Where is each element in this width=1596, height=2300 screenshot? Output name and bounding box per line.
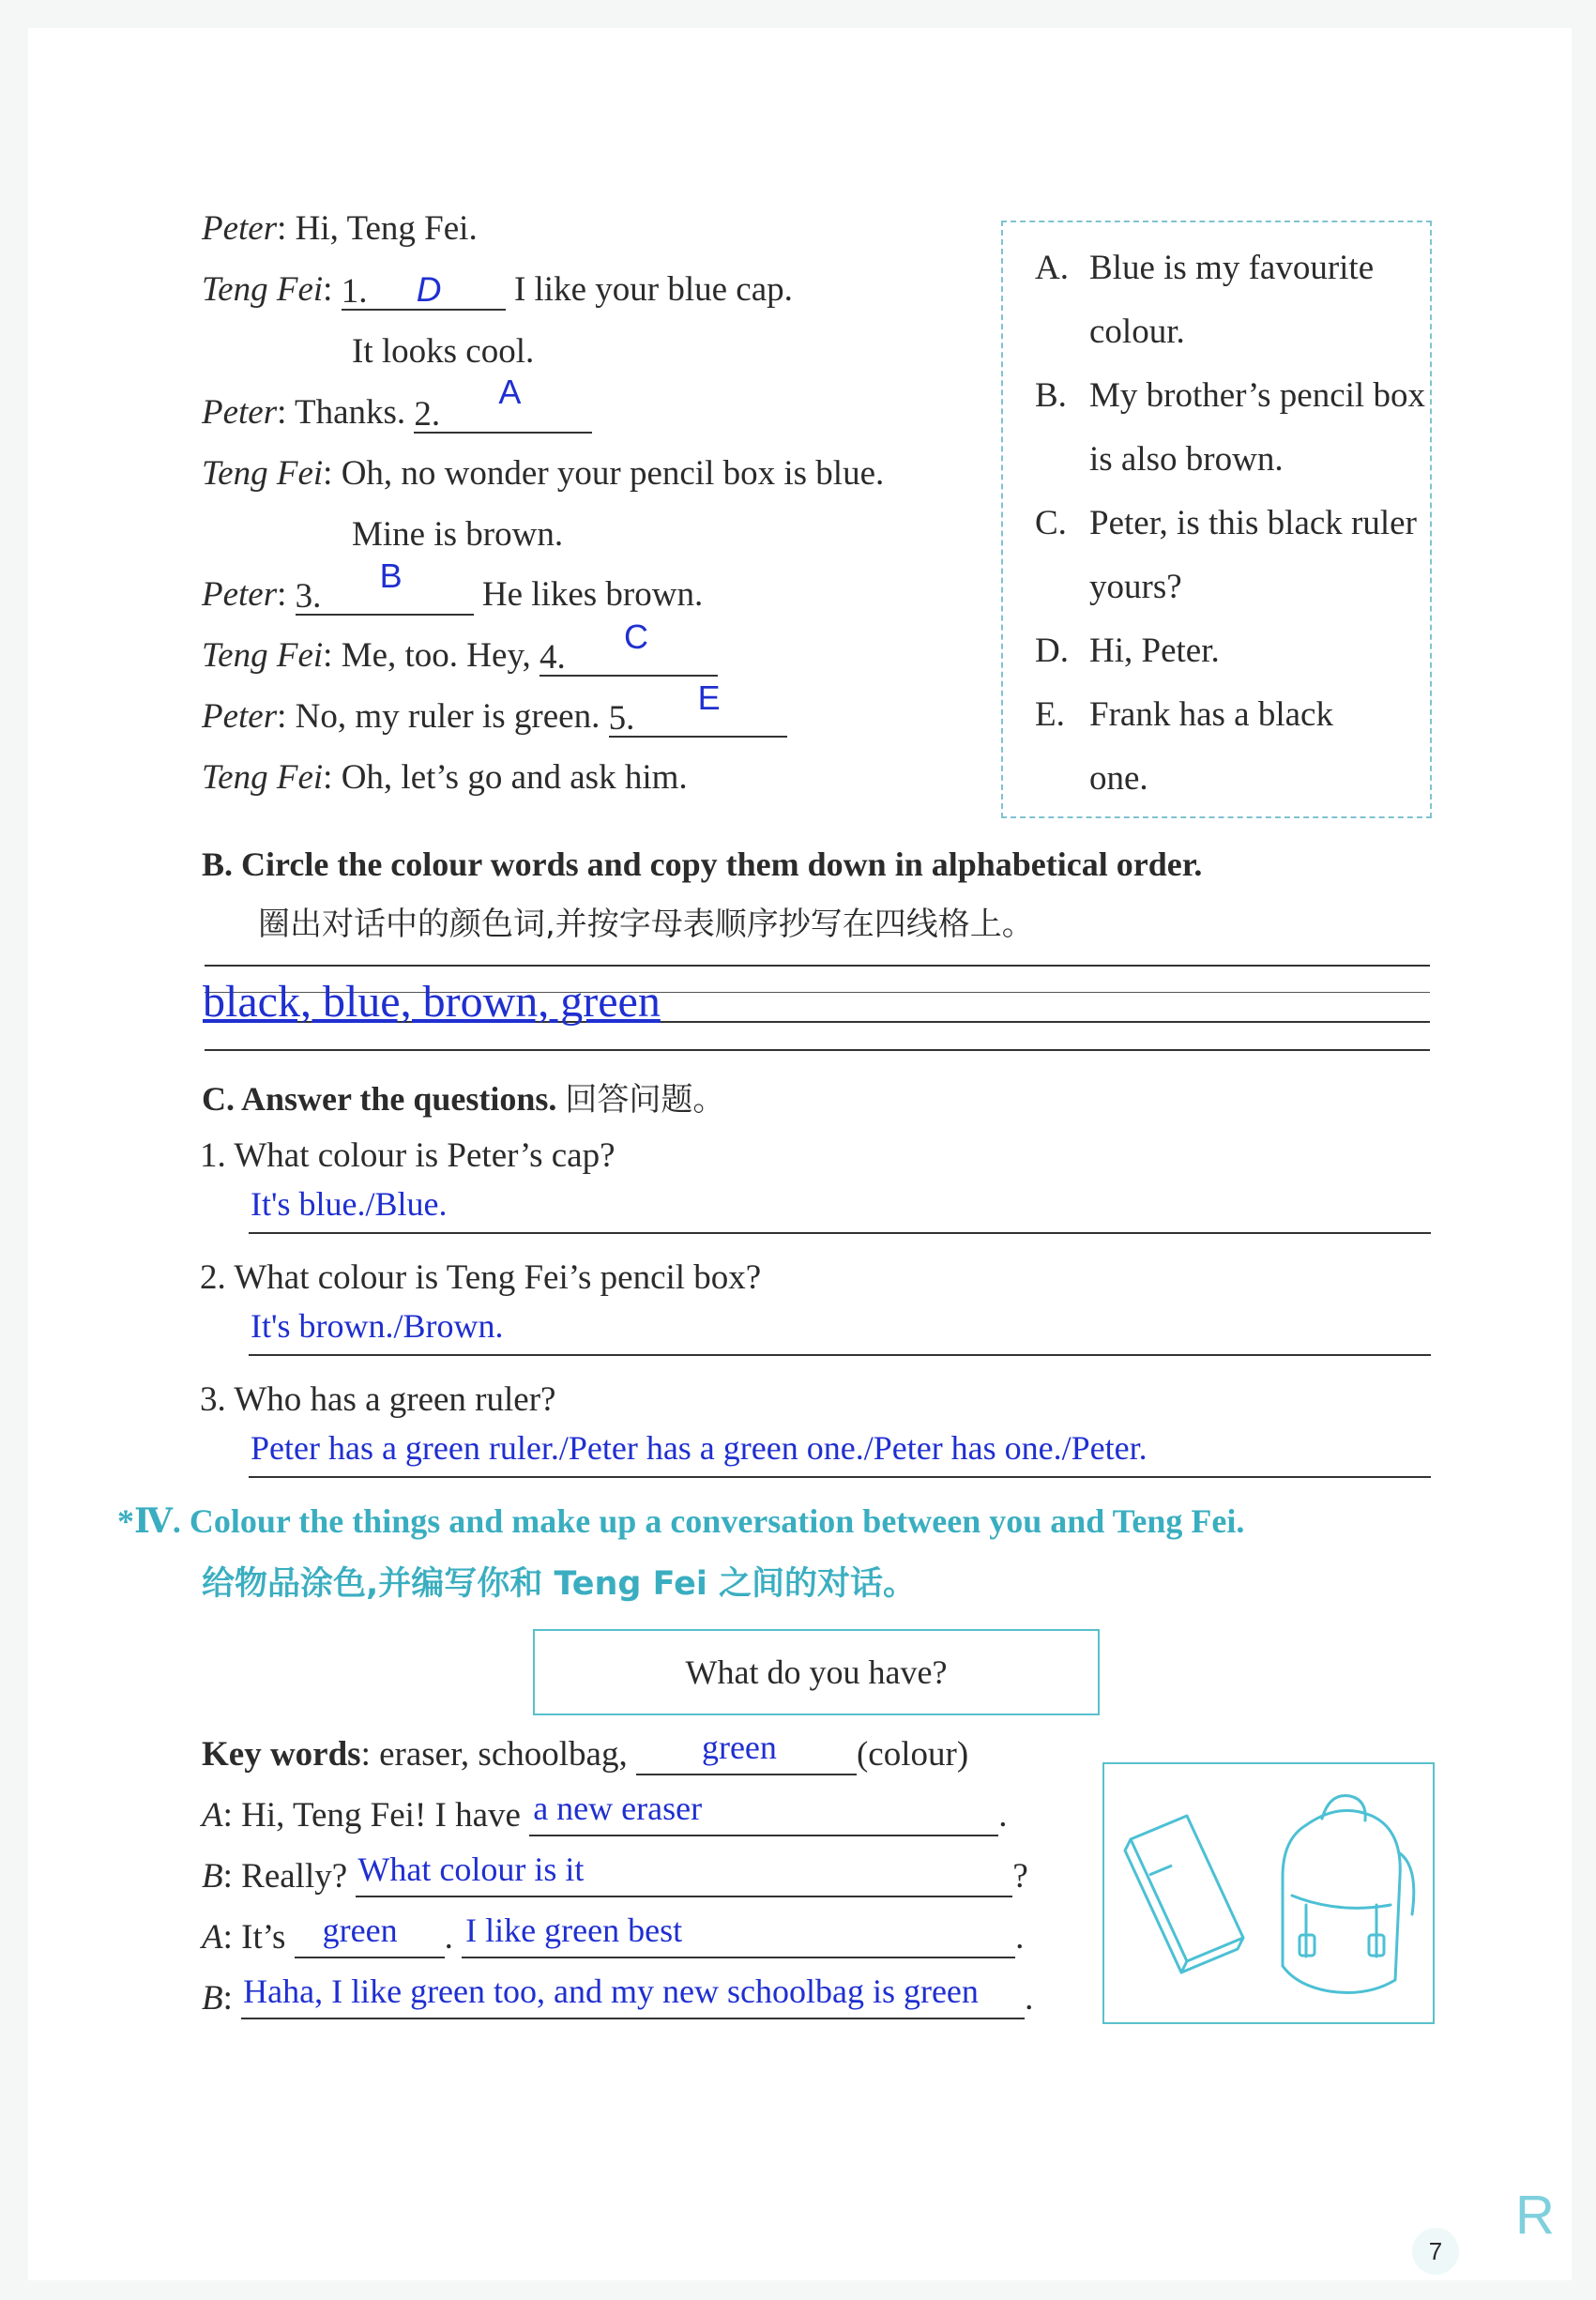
- question-1: [200, 1135, 616, 1177]
- answer-1: D: [416, 270, 442, 309]
- dialogue-line-8: [202, 757, 688, 799]
- b1-blank[interactable]: [356, 1851, 1012, 1897]
- blank-2[interactable]: [414, 373, 592, 434]
- option-text: Hi, Peter.: [1089, 632, 1220, 670]
- options-box: [1001, 221, 1432, 818]
- section-b-chinese: 圈出对话中的颜色词,并按字母表顺序抄写在四线格上。: [258, 906, 1034, 943]
- answer-line-2[interactable]: It's brown./Brown.: [251, 1307, 504, 1345]
- dialogue-line-1: [202, 208, 478, 250]
- question-text: Who has a green ruler?: [234, 1380, 556, 1419]
- section-label: C.: [202, 1080, 235, 1118]
- option-text: Blue is my favourite colour.: [1089, 249, 1375, 351]
- question-number: 3.: [200, 1380, 226, 1419]
- conversation-b2: B: Haha, I like green too, and my new schoolbag is green .: [202, 1973, 1034, 2018]
- key-words-line: [202, 1729, 969, 1775]
- speaker: A: [202, 1918, 223, 1957]
- option-c: [1035, 492, 1429, 619]
- key-words-text: : eraser, schoolbag,: [360, 1735, 628, 1774]
- option-letter: C.: [1035, 504, 1067, 542]
- dialogue-line-7: [202, 678, 787, 738]
- page-number: 7: [1412, 2228, 1459, 2275]
- coloring-illustration[interactable]: [1104, 1764, 1433, 2022]
- speaker: Teng Fei: [202, 758, 324, 797]
- speaker: Peter: [202, 575, 278, 614]
- blank-number: 5.: [608, 699, 635, 738]
- line-text: : Hi, Teng Fei! I have: [222, 1796, 521, 1835]
- option-text: Peter, is this black ruler yours?: [1089, 504, 1417, 606]
- dialogue-text: : Hi, Teng Fei.: [277, 209, 478, 248]
- answer-rule-2: [249, 1354, 1431, 1356]
- dialogue-line-6: [202, 617, 718, 677]
- key-words-label: Key words: [202, 1735, 361, 1774]
- b1-answer: What colour is it: [357, 1851, 585, 1888]
- a2-blank-1[interactable]: [295, 1912, 445, 1958]
- option-letter: E.: [1035, 695, 1065, 734]
- answer-line-3[interactable]: Peter has a green ruler./Peter has a green one./Peter has one./Peter.: [251, 1429, 1148, 1467]
- speaker: B: [202, 1979, 223, 2018]
- schoolbag-icon: [1283, 1796, 1414, 1993]
- dialogue-text: I like your blue cap.: [513, 270, 793, 309]
- a2-answer-1: green: [322, 1912, 398, 1949]
- section-c-heading: [202, 1074, 724, 1120]
- dialogue-text: : Me, too. Hey,: [323, 636, 540, 675]
- a2-blank-2[interactable]: [462, 1912, 1015, 1958]
- b2-answer: Haha, I like green too, and my new schoolbag is green: [243, 1973, 979, 2010]
- question-text: What colour is Peter’s cap?: [234, 1136, 616, 1175]
- answer-rule-1: [249, 1232, 1431, 1234]
- coloring-picture-box: [1102, 1762, 1435, 2024]
- speaker: B: [202, 1857, 223, 1896]
- blank-number: 4.: [540, 638, 566, 677]
- conversation-a2: A: It’s green . I like green best .: [202, 1912, 1025, 1957]
- speaker: A: [202, 1796, 223, 1835]
- a2-answer-2: I like green best: [465, 1912, 683, 1949]
- dialogue-text: : No, my ruler is green.: [277, 697, 609, 736]
- answer-2: A: [498, 373, 522, 411]
- dialogue-text: He likes brown.: [481, 575, 704, 614]
- blank-1[interactable]: [341, 270, 506, 311]
- section-instruction: Colour the things and make up a conversation between you and Teng Fei.: [189, 1502, 1245, 1540]
- section-label: *Ⅳ.: [117, 1502, 181, 1540]
- question-3: [200, 1379, 555, 1421]
- speaker: Peter: [202, 393, 278, 432]
- key-words-blank[interactable]: [636, 1729, 857, 1775]
- speaker: Teng Fei: [202, 454, 324, 493]
- blank-3[interactable]: [295, 556, 474, 616]
- option-text: Frank has a black one.: [1089, 695, 1333, 798]
- four-line-1: [205, 965, 1430, 967]
- option-b: [1035, 364, 1429, 492]
- option-text: My brother’s pencil box is also brown.: [1089, 376, 1425, 479]
- option-a: [1035, 236, 1429, 364]
- a1-answer: a new eraser: [533, 1790, 703, 1827]
- section-c-chinese: 回答问题。: [565, 1081, 725, 1119]
- line-text: : It’s: [222, 1918, 286, 1957]
- speaker: Peter: [202, 697, 278, 736]
- conversation-a1: A: Hi, Teng Fei! I have a new eraser .: [202, 1790, 1008, 1835]
- option-d: [1035, 619, 1429, 683]
- question-number: 2.: [200, 1258, 226, 1297]
- section-b-heading: [202, 845, 1202, 884]
- blank-number: 2.: [414, 395, 441, 434]
- blank-number: 3.: [295, 577, 322, 616]
- section-iv-chinese: 给物品涂色,并编写你和 Teng Fei 之间的对话。: [202, 1565, 917, 1603]
- speaker: Teng Fei: [202, 636, 324, 675]
- option-letter: D.: [1035, 632, 1069, 670]
- dialogue-text: : Oh, no wonder your pencil box is blue.: [323, 454, 885, 493]
- blank-4[interactable]: [540, 617, 718, 677]
- question-2: [200, 1257, 761, 1299]
- section-instruction: Circle the colour words and copy them down in alphabetical order.: [241, 845, 1203, 883]
- key-words-suffix: (colour): [856, 1735, 969, 1774]
- section-label: B.: [202, 845, 234, 883]
- b2-blank[interactable]: [241, 1973, 1025, 2019]
- section-instruction: Answer the questions.: [241, 1080, 557, 1118]
- blank-5[interactable]: [608, 678, 787, 738]
- eraser-icon: [1125, 1816, 1243, 1973]
- option-letter: B.: [1035, 376, 1067, 415]
- key-words-answer: green: [701, 1729, 777, 1766]
- conversation-title: What do you have?: [685, 1653, 948, 1691]
- answer-3: B: [379, 556, 403, 595]
- dialogue-line-2b: It looks cool.: [352, 332, 535, 371]
- dialogue-line-4b: Mine is brown.: [352, 515, 564, 554]
- dialogue-line-3: [202, 373, 592, 434]
- conversation-title-box: [533, 1629, 1100, 1715]
- option-letter: A.: [1035, 249, 1069, 287]
- section-iv-heading: [117, 1501, 1244, 1541]
- answer-4: C: [624, 617, 649, 656]
- speaker: Teng Fei: [202, 270, 324, 309]
- question-number: 1.: [200, 1136, 226, 1175]
- dialogue-text: : Oh, let’s go and ask him.: [323, 758, 688, 797]
- answer-line-1[interactable]: It's blue./Blue.: [251, 1185, 448, 1223]
- dialogue-line-2: Teng Fei: 1. D I like your blue cap.: [202, 270, 793, 311]
- question-text: What colour is Teng Fei’s pencil box?: [234, 1258, 762, 1297]
- blank-number: 1.: [341, 272, 368, 311]
- answer-5: E: [697, 678, 721, 717]
- conversation-b1: B: Really? What colour is it ?: [202, 1851, 1028, 1896]
- four-line-4: [205, 1049, 1430, 1051]
- section-b-answer[interactable]: black, blue, brown, green: [203, 977, 661, 1027]
- option-e: [1035, 683, 1429, 811]
- speaker: Peter: [202, 209, 278, 248]
- line-text: : Really?: [222, 1857, 348, 1896]
- answer-rule-3: [249, 1476, 1431, 1478]
- dialogue-line-4: [202, 453, 884, 495]
- dialogue-text: : Thanks.: [277, 393, 415, 432]
- dialogue-line-5: Peter: 3. B He likes brown.: [202, 556, 704, 616]
- publisher-logo: R: [1515, 2185, 1555, 2246]
